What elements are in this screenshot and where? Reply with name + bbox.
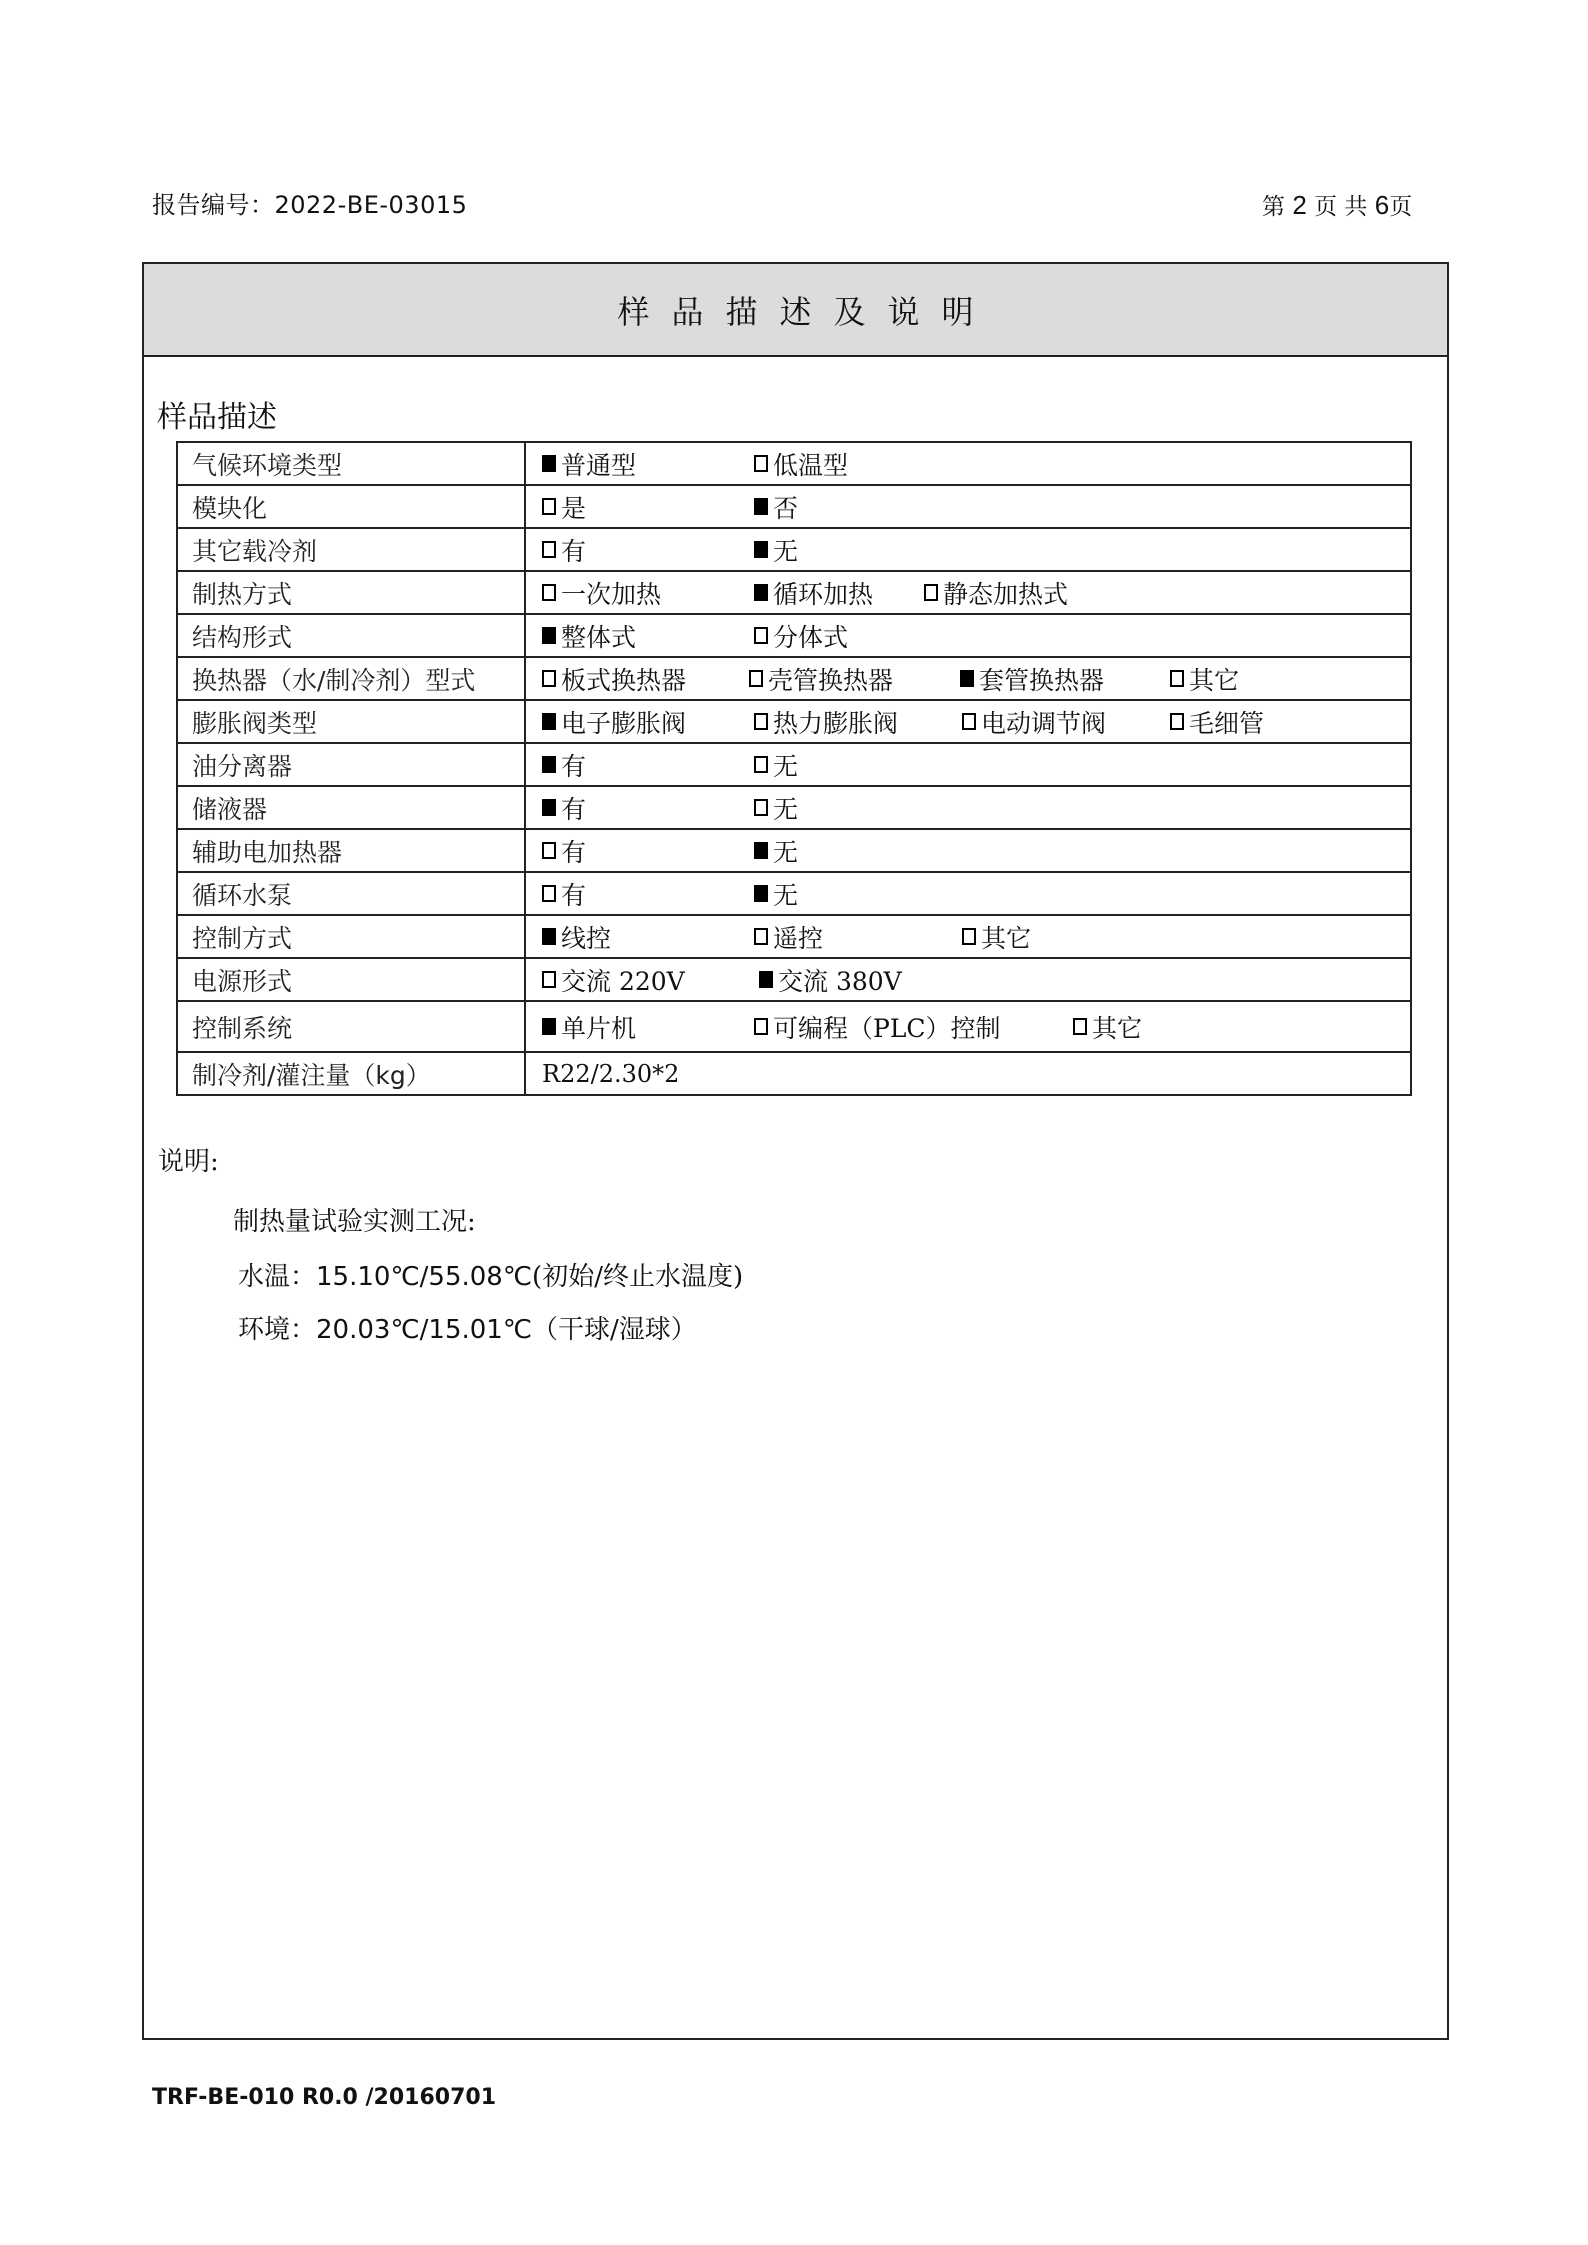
- checked-box-icon[interactable]: [542, 455, 556, 472]
- row-value: [525, 614, 1411, 657]
- checkbox-option[interactable]: [962, 704, 1106, 740]
- option-label: 交流 220V: [561, 966, 685, 996]
- checkbox-option[interactable]: [542, 1009, 636, 1045]
- row-label: 膨胀阀类型: [177, 700, 525, 743]
- checkbox-option[interactable]: [754, 833, 798, 869]
- option-label: 可编程（PLC）控制: [773, 1013, 1001, 1043]
- option-label: 静态加热式: [943, 579, 1069, 609]
- ambient-temp-line: [238, 1314, 697, 1346]
- notes-subheading: 制热量试验实测工况:: [233, 1207, 476, 1237]
- row-label: 控制方式: [177, 915, 525, 958]
- checkbox-option[interactable]: [759, 962, 902, 998]
- unchecked-box-icon[interactable]: [542, 498, 556, 515]
- page-total: 6: [1374, 190, 1390, 220]
- row-label: 气候环境类型: [177, 442, 525, 485]
- row-value: [525, 829, 1411, 872]
- option-label: 单片机: [561, 1013, 637, 1043]
- option-label: 循环加热: [773, 579, 874, 609]
- title-band: [144, 264, 1447, 357]
- option-label: 无: [773, 837, 799, 867]
- option-label: 一次加热: [561, 579, 662, 609]
- unchecked-box-icon[interactable]: [542, 670, 556, 687]
- option-label: 有: [561, 794, 587, 824]
- checkbox-option[interactable]: [542, 575, 661, 611]
- page-mid: 页 共: [1314, 194, 1368, 220]
- table-row: [177, 915, 1411, 958]
- unchecked-box-icon[interactable]: [1170, 670, 1184, 687]
- checkbox-option[interactable]: [542, 876, 586, 912]
- unchecked-box-icon[interactable]: [542, 842, 556, 859]
- row-value: [525, 958, 1411, 1001]
- unchecked-box-icon[interactable]: [962, 928, 976, 945]
- row-label: 电源形式: [177, 958, 525, 1001]
- row-label: 换热器（水/制冷剂）型式: [177, 657, 525, 700]
- checked-box-icon[interactable]: [754, 842, 768, 859]
- page-indicator: [1262, 190, 1412, 222]
- checked-box-icon[interactable]: [542, 1018, 556, 1035]
- ambient-temp-label: 环境：: [238, 1315, 317, 1345]
- table-row: [177, 786, 1411, 829]
- row-value: [525, 442, 1411, 485]
- option-label: 有: [561, 751, 587, 781]
- checked-box-icon[interactable]: [754, 541, 768, 558]
- option-label: 低温型: [773, 450, 849, 480]
- page-current: 2: [1292, 190, 1307, 220]
- checkbox-option[interactable]: [542, 919, 611, 955]
- unchecked-box-icon[interactable]: [542, 541, 556, 558]
- row-value: [525, 571, 1411, 614]
- unchecked-box-icon[interactable]: [1073, 1018, 1087, 1035]
- checked-box-icon[interactable]: [754, 885, 768, 902]
- table-row: [177, 485, 1411, 528]
- unchecked-box-icon[interactable]: [754, 756, 768, 773]
- row-value-text: R22/2.30*2: [542, 1059, 680, 1088]
- option-label: 分体式: [773, 622, 849, 652]
- row-value: [525, 872, 1411, 915]
- table-row: [177, 829, 1411, 872]
- table-row: [177, 442, 1411, 485]
- water-temp-line: [238, 1261, 743, 1293]
- checkbox-option[interactable]: [754, 489, 798, 525]
- option-label: 毛细管: [1189, 708, 1265, 738]
- option-label: 是: [561, 493, 587, 523]
- checkbox-option[interactable]: [754, 919, 823, 955]
- unchecked-box-icon[interactable]: [542, 971, 556, 988]
- table-row: [177, 571, 1411, 614]
- checked-box-icon[interactable]: [759, 971, 773, 988]
- checkbox-option[interactable]: [754, 747, 798, 783]
- row-value: [525, 657, 1411, 700]
- option-label: 有: [561, 837, 587, 867]
- water-temp-note: (初始/终止水温度): [532, 1262, 744, 1292]
- option-label: 电动调节阀: [981, 708, 1107, 738]
- unchecked-box-icon[interactable]: [754, 1018, 768, 1035]
- row-label: 制热方式: [177, 571, 525, 614]
- checkbox-option[interactable]: [754, 618, 848, 654]
- checkbox-option[interactable]: [1170, 704, 1264, 740]
- checkbox-option[interactable]: [542, 446, 636, 482]
- unchecked-box-icon[interactable]: [754, 455, 768, 472]
- unchecked-box-icon[interactable]: [542, 584, 556, 601]
- table-row: [177, 1001, 1411, 1052]
- checkbox-option[interactable]: [960, 661, 1104, 697]
- option-label: 其它: [1189, 665, 1240, 695]
- row-value: [525, 700, 1411, 743]
- unchecked-box-icon[interactable]: [754, 928, 768, 945]
- option-label: 其它: [1092, 1013, 1143, 1043]
- row-value: [525, 528, 1411, 571]
- table-row: [177, 872, 1411, 915]
- checked-box-icon[interactable]: [960, 670, 974, 687]
- checkbox-option[interactable]: [962, 919, 1031, 955]
- option-label: 整体式: [561, 622, 637, 652]
- checkbox-option[interactable]: [1073, 1009, 1142, 1045]
- row-label: 模块化: [177, 485, 525, 528]
- table-row: [177, 743, 1411, 786]
- row-label: 其它载冷剂: [177, 528, 525, 571]
- page-prefix: 第: [1262, 194, 1285, 220]
- page-suffix: 页: [1389, 194, 1413, 220]
- unchecked-box-icon[interactable]: [962, 713, 976, 730]
- row-value: [525, 743, 1411, 786]
- option-label: 普通型: [561, 450, 637, 480]
- checked-box-icon[interactable]: [754, 498, 768, 515]
- option-label: 热力膨胀阀: [773, 708, 899, 738]
- unchecked-box-icon[interactable]: [542, 885, 556, 902]
- checked-box-icon[interactable]: [542, 627, 556, 644]
- row-value: [525, 1052, 1411, 1095]
- row-label: 辅助电加热器: [177, 829, 525, 872]
- option-label: 其它: [981, 923, 1032, 953]
- checkbox-option[interactable]: [542, 962, 685, 998]
- option-label: 交流 380V: [778, 966, 902, 996]
- report-number-label: 报告编号：: [152, 191, 275, 219]
- checked-box-icon[interactable]: [542, 713, 556, 730]
- row-label: 控制系统: [177, 1001, 525, 1052]
- option-label: 有: [561, 536, 587, 566]
- ambient-temp-value: 20.03℃/15.01℃: [316, 1315, 533, 1345]
- option-label: 无: [773, 880, 799, 910]
- table-row: [177, 700, 1411, 743]
- checkbox-option[interactable]: [924, 575, 1068, 611]
- row-value: [525, 915, 1411, 958]
- row-value: [525, 485, 1411, 528]
- checkbox-option[interactable]: [542, 661, 686, 697]
- checkbox-option[interactable]: [542, 618, 636, 654]
- checkbox-option[interactable]: [754, 532, 798, 568]
- option-label: 遥控: [773, 923, 824, 953]
- row-label: 储液器: [177, 786, 525, 829]
- notes-heading: 说明:: [158, 1147, 219, 1177]
- option-label: 无: [773, 536, 799, 566]
- row-label: 油分离器: [177, 743, 525, 786]
- checkbox-option[interactable]: [754, 790, 798, 826]
- checkbox-option[interactable]: [542, 790, 586, 826]
- option-label: 否: [773, 493, 799, 523]
- checkbox-option[interactable]: [542, 532, 586, 568]
- checked-box-icon[interactable]: [542, 799, 556, 816]
- option-label: 壳管换热器: [768, 665, 894, 695]
- unchecked-box-icon[interactable]: [1170, 713, 1184, 730]
- unchecked-box-icon[interactable]: [754, 627, 768, 644]
- table-row: [177, 657, 1411, 700]
- checkbox-option[interactable]: [542, 489, 586, 525]
- row-value: [525, 1001, 1411, 1052]
- unchecked-box-icon[interactable]: [754, 713, 768, 730]
- checkbox-option[interactable]: [542, 747, 586, 783]
- option-label: 套管换热器: [979, 665, 1105, 695]
- checkbox-option[interactable]: [754, 876, 798, 912]
- option-label: 无: [773, 794, 799, 824]
- option-label: 线控: [561, 923, 612, 953]
- checked-box-icon[interactable]: [754, 584, 768, 601]
- report-number: [152, 190, 467, 220]
- option-label: 无: [773, 751, 799, 781]
- checkbox-option[interactable]: [542, 833, 586, 869]
- unchecked-box-icon[interactable]: [754, 799, 768, 816]
- unchecked-box-icon[interactable]: [924, 584, 938, 601]
- row-label: 制冷剂/灌注量（kg）: [177, 1052, 525, 1095]
- table-row: [177, 614, 1411, 657]
- section-heading: 样品描述: [157, 400, 277, 435]
- checkbox-option[interactable]: [749, 661, 893, 697]
- checkbox-option[interactable]: [754, 704, 898, 740]
- option-label: 板式换热器: [561, 665, 687, 695]
- option-label: 电子膨胀阀: [561, 708, 687, 738]
- page-title: 样品描述及说明: [617, 292, 996, 331]
- checkbox-option[interactable]: [542, 704, 686, 740]
- water-temp-label: 水温：: [238, 1262, 317, 1292]
- checked-box-icon[interactable]: [542, 928, 556, 945]
- unchecked-box-icon[interactable]: [749, 670, 763, 687]
- row-value: [525, 786, 1411, 829]
- spec-table: [176, 441, 1412, 1096]
- table-row: [177, 958, 1411, 1001]
- row-label: 循环水泵: [177, 872, 525, 915]
- checked-box-icon[interactable]: [542, 756, 556, 773]
- checkbox-option[interactable]: [754, 1009, 1001, 1045]
- ambient-temp-note: （干球/湿球）: [532, 1315, 697, 1345]
- report-number-value: 2022-BE-03015: [274, 191, 468, 219]
- option-label: 有: [561, 880, 587, 910]
- form-code-footer: TRF-BE-010 R0.0 /20160701: [152, 2085, 497, 2110]
- table-row: [177, 528, 1411, 571]
- checkbox-option[interactable]: [754, 575, 873, 611]
- row-label: 结构形式: [177, 614, 525, 657]
- table-row: [177, 1052, 1411, 1095]
- water-temp-value: 15.10℃/55.08℃: [316, 1262, 533, 1292]
- checkbox-option[interactable]: [1170, 661, 1239, 697]
- checkbox-option[interactable]: [754, 446, 848, 482]
